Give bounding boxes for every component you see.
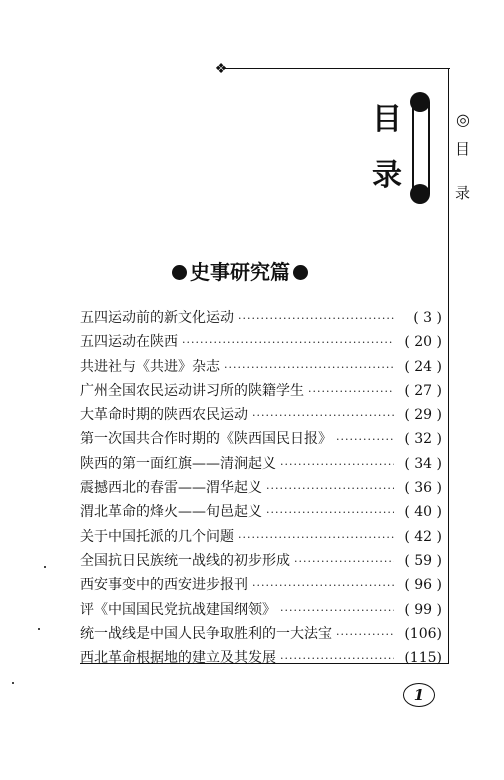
toc-leader bbox=[238, 307, 394, 331]
toc-entry[interactable] bbox=[80, 403, 442, 427]
toc-entry[interactable] bbox=[80, 500, 442, 524]
right-rule bbox=[448, 68, 449, 664]
page-title-char-1: 目 bbox=[372, 102, 402, 137]
bullet-right-icon bbox=[293, 265, 308, 280]
toc-leader bbox=[224, 356, 394, 380]
toc-entry-page: ( 20 ) bbox=[404, 334, 442, 351]
toc-entry-title: 震撼西北的春雷——渭华起义 bbox=[80, 480, 262, 497]
toc-entry-page: (106) bbox=[404, 625, 442, 642]
scan-speck bbox=[38, 628, 40, 630]
toc-entry-title: 广州全国农民运动讲习所的陕籍学生 bbox=[80, 382, 304, 399]
toc-entry[interactable] bbox=[80, 427, 442, 451]
bullet-left-icon bbox=[172, 265, 187, 280]
toc-entry-page: ( 40 ) bbox=[404, 504, 442, 521]
toc-entry-page: ( 99 ) bbox=[404, 601, 442, 618]
toc-entry[interactable] bbox=[80, 549, 442, 573]
title-bar-bottom-dot bbox=[410, 184, 430, 204]
toc-entry-page: ( 32 ) bbox=[404, 431, 442, 448]
toc-entry[interactable] bbox=[80, 525, 442, 549]
toc-leader bbox=[336, 428, 394, 452]
toc-entry-title: 五四运动在陕西 bbox=[80, 334, 178, 351]
toc-entry-title: 西安事变中的西安进步报刊 bbox=[80, 577, 248, 594]
scan-speck bbox=[12, 682, 14, 684]
toc-entry-page: ( 36 ) bbox=[404, 480, 442, 497]
toc-leader bbox=[252, 404, 394, 428]
scan-speck bbox=[44, 566, 46, 568]
top-rule bbox=[224, 68, 450, 69]
toc-entry-title: 五四运动前的新文化运动 bbox=[80, 310, 234, 326]
section-title: 史事研究篇 bbox=[190, 260, 290, 284]
toc-entry-page: ( 29 ) bbox=[404, 407, 442, 424]
toc-entry[interactable] bbox=[80, 476, 442, 500]
toc-leader bbox=[238, 526, 394, 550]
toc-entry-page: ( 3 ) bbox=[413, 310, 442, 326]
toc-list bbox=[80, 306, 442, 670]
title-bar-line bbox=[412, 102, 430, 194]
toc-leader bbox=[308, 380, 394, 404]
toc-entry-title: 渭北革命的烽火——旬邑起义 bbox=[80, 504, 262, 521]
toc-entry-page: ( 59 ) bbox=[404, 552, 442, 569]
toc-entry-title: 评《中国国民党抗战建国纲领》 bbox=[80, 601, 276, 618]
toc-leader bbox=[280, 599, 394, 623]
toc-entry[interactable] bbox=[80, 379, 442, 403]
toc-entry-page: ( 27 ) bbox=[404, 382, 442, 399]
toc-entry-title: 大革命时期的陕西农民运动 bbox=[80, 407, 248, 424]
toc-entry-title: 关于中国托派的几个问题 bbox=[80, 528, 234, 545]
diamond-ornament-icon: ❖ bbox=[214, 61, 228, 77]
toc-leader bbox=[294, 550, 394, 574]
page-number: 1 bbox=[403, 683, 435, 707]
toc-entry-page: ( 96 ) bbox=[404, 577, 442, 594]
toc-entry-title: 陕西的第一面红旗——清涧起义 bbox=[80, 455, 276, 472]
toc-leader bbox=[336, 623, 394, 647]
section-heading bbox=[80, 259, 400, 285]
toc-entry[interactable] bbox=[80, 306, 442, 330]
page-title-char-2: 录 bbox=[372, 158, 402, 193]
bottom-rule bbox=[80, 663, 449, 664]
toc-entry-title: 统一战线是中国人民争取胜利的一大法宝 bbox=[80, 625, 332, 642]
toc-leader bbox=[266, 477, 394, 501]
toc-entry-title: 共进社与《共进》杂志 bbox=[80, 358, 220, 375]
toc-entry-title: 第一次国共合作时期的《陕西国民日报》 bbox=[80, 431, 332, 448]
toc-entry-page: ( 34 ) bbox=[404, 455, 442, 472]
toc-entry[interactable] bbox=[80, 330, 442, 354]
toc-entry[interactable] bbox=[80, 573, 442, 597]
toc-entry[interactable] bbox=[80, 622, 442, 646]
toc-leader bbox=[182, 331, 394, 355]
toc-entry-title: 西北革命根据地的建立及其发展 bbox=[80, 650, 276, 667]
toc-leader bbox=[266, 501, 394, 525]
toc-leader bbox=[252, 574, 394, 598]
toc-entry-page: (115) bbox=[404, 650, 442, 667]
toc-leader bbox=[280, 453, 394, 477]
toc-entry-page: ( 42 ) bbox=[404, 528, 442, 545]
toc-entry[interactable] bbox=[80, 452, 442, 476]
toc-entry-title: 全国抗日民族统一战线的初步形成 bbox=[80, 552, 290, 569]
side-tab-circle-icon: ◎ bbox=[456, 110, 470, 129]
title-decoration-bar bbox=[410, 92, 430, 204]
toc-entry[interactable] bbox=[80, 646, 442, 670]
side-tab-char-1: 目 bbox=[455, 140, 471, 158]
side-tab-char-2: 录 bbox=[455, 184, 471, 202]
toc-entry[interactable] bbox=[80, 598, 442, 622]
toc-leader bbox=[280, 647, 394, 671]
toc-entry-page: ( 24 ) bbox=[404, 358, 442, 375]
title-bar-top-dot bbox=[410, 92, 430, 112]
toc-entry[interactable] bbox=[80, 355, 442, 379]
